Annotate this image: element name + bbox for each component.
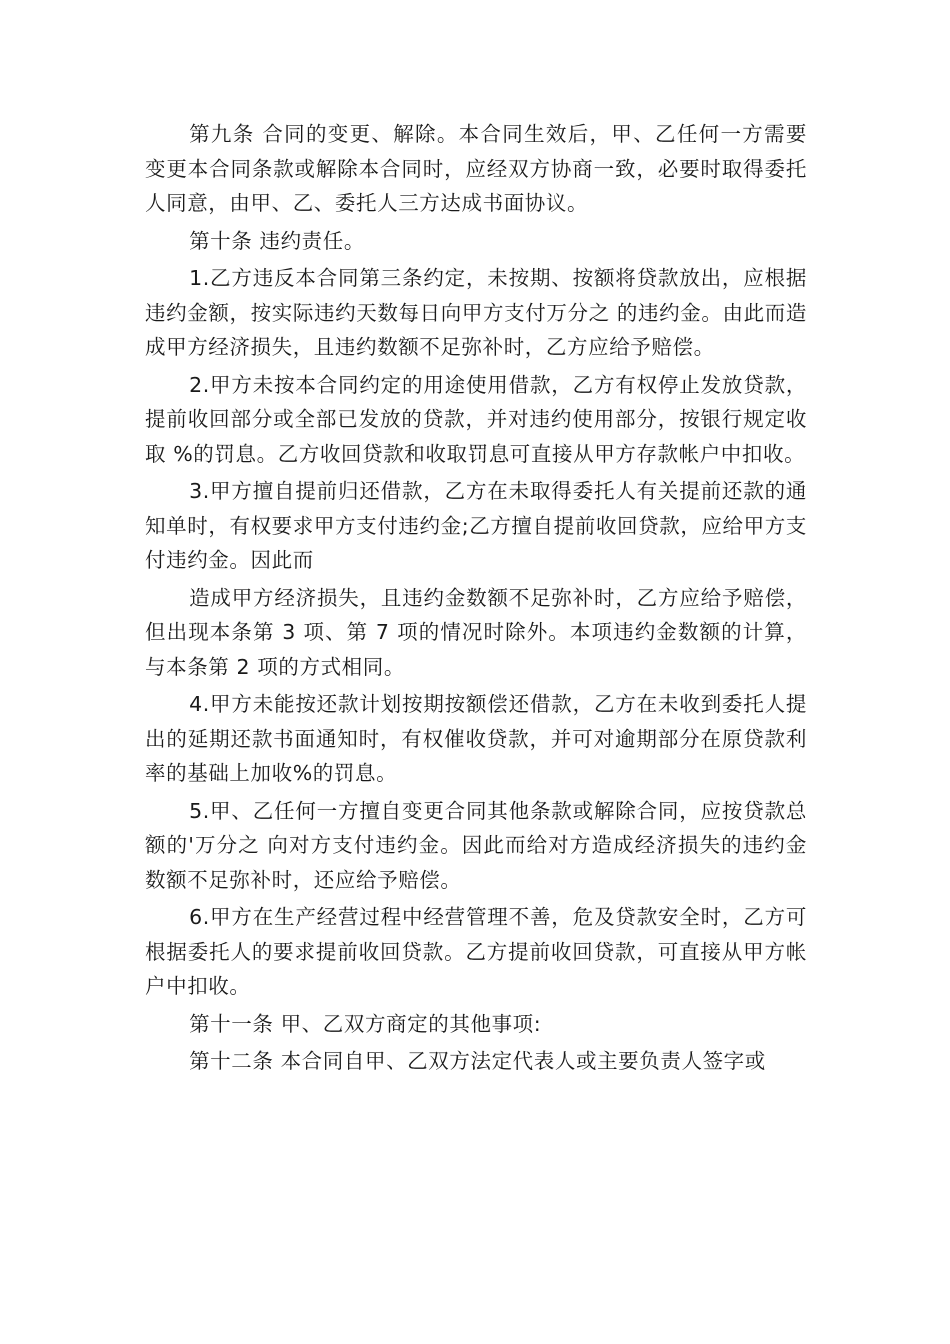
paragraph-clause-3-continued: 造成甲方经济损失，且违约金数额不足弥补时，乙方应给予赔偿，但出现本条第 3 项、第 7 项的情况时除外。本项违约金数额的计算，与本条第 2 项的方式相同。 [145, 585, 807, 679]
paragraph-clause-3: 3.甲方擅自提前归还借款，乙方在未取得委托人有关提前还款的通知单时，有权要求甲方支付违约金;乙方擅自提前收回贷款，应给甲方支付违约金。因此而 [145, 479, 807, 572]
document-body [145, 117, 807, 1079]
paragraph-clause-5: 5.甲、乙任何一方擅自变更合同其他条款或解除合同，应按贷款总额的'万分之 向对方支付违约金。因此而给对方造成经济损失的违约金数额不足弥补时，还应给予赔偿。 [145, 798, 807, 892]
paragraph-clause-1: 1.乙方违反本合同第三条约定，未按期、按额将贷款放出，应根据违约金额，按实际违约天数每日向甲方支付万分之 的违约金。由此而造成甲方经济损失，且违约数额不足弥补时，乙方应给予赔偿。 [145, 266, 807, 359]
paragraph-article-11: 第十一条 甲、乙双方商定的其他事项: [189, 1011, 542, 1036]
paragraph-article-12: 第十二条 本合同自甲、乙双方法定代表人或主要负责人签字或 [189, 1049, 766, 1073]
paragraph-clause-2: 2.甲方未按本合同约定的用途使用借款，乙方有权停止发放贷款，提前收回部分或全部已发放的贷款，并对违约使用部分，按银行规定收取 %的罚息。乙方收回贷款和收取罚息可直接从甲方存款帐户中扣收。 [145, 372, 807, 466]
paragraph-clause-6: 6.甲方在生产经营过程中经营管理不善，危及贷款安全时，乙方可根据委托人的要求提前收回贷款。乙方提前收回贷款，可直接从甲方帐户中扣收。 [145, 905, 807, 998]
paragraph-clause-4: 4.甲方未能按还款计划按期按额偿还借款，乙方在未收到委托人提出的延期还款书面通知时，有权催收贷款，并可对逾期部分在原贷款利率的基础上加收%的罚息。 [145, 692, 807, 785]
paragraph-article-9: 第九条 合同的变更、解除。本合同生效后，甲、乙任何一方需要变更本合同条款或解除本合同时，应经双方协商一致，必要时取得委托人同意，由甲、乙、委托人三方达成书面协议。 [145, 122, 807, 215]
paragraph-article-10-heading: 第十条 违约责任。 [189, 228, 365, 253]
